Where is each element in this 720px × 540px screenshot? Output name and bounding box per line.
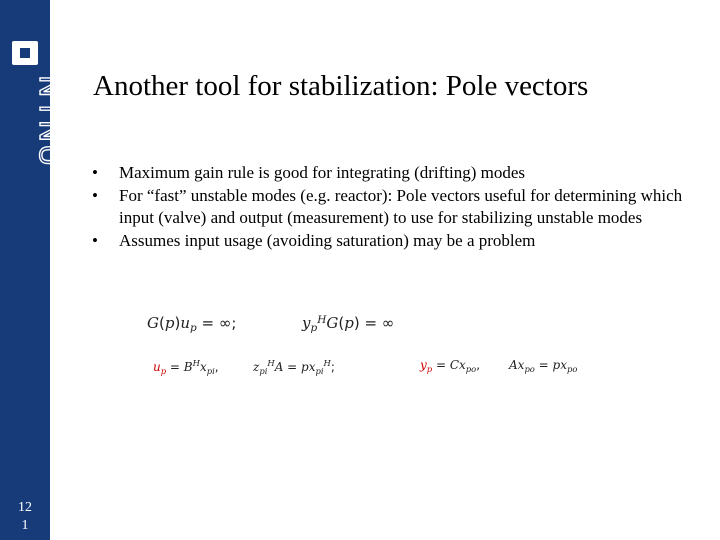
ntnu-logo bbox=[0, 35, 67, 175]
logo-text: NTNU bbox=[32, 75, 67, 169]
page-number-line1: 12 bbox=[18, 500, 32, 515]
bullet-item: • Maximum gain rule is good for integrating (drifting) modes bbox=[92, 162, 692, 184]
slide-title: Another tool for stabilization: Pole vectors bbox=[93, 70, 589, 102]
bullet-list bbox=[92, 162, 692, 253]
sidebar bbox=[0, 0, 67, 540]
equation-input-vector: $u_p = B^Hx_{pi}$, bbox=[153, 358, 219, 376]
equation-right-eigenvector: $Ax_{po} = px_{po}$ bbox=[509, 358, 578, 374]
equation-input-pole: $G(p)u_p$ = ∞; bbox=[147, 314, 237, 334]
bullet-item: • For “fast” unstable modes (e.g. reactor): Pole vectors useful for determining which input (valve) and output (measurement) to use for stabilizing unstable modes bbox=[92, 185, 692, 229]
bullet-item: • Assumes input usage (avoiding saturation) may be a problem bbox=[92, 230, 692, 252]
page-number bbox=[0, 499, 50, 535]
equation-output-vector: $y_p = Cx_{po}$, bbox=[420, 358, 481, 374]
page-number-line2: 1 bbox=[21, 518, 29, 533]
equation-left-eigenvector: $z_{pi}^HA = px_{pi}^H$; bbox=[253, 358, 335, 376]
equation-output-pole: $y_p^HG(p)$ = ∞ bbox=[302, 314, 395, 334]
